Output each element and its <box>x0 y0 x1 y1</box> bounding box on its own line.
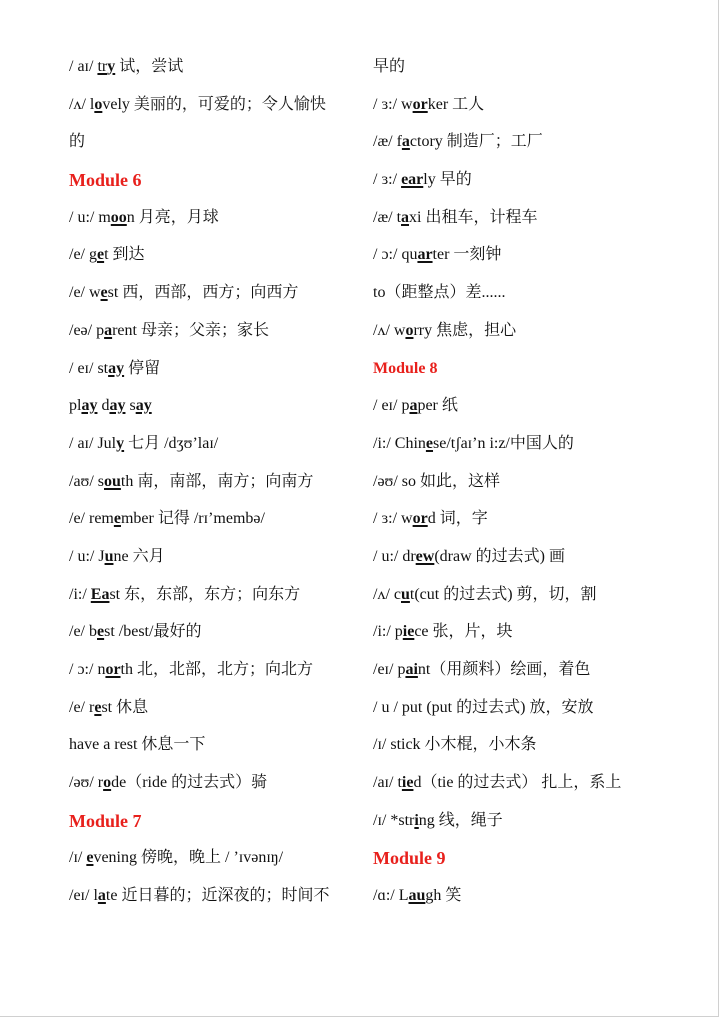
vocab-line: /ɑ:/ Laugh 笑 <box>373 887 462 905</box>
vocab-line: / ɔ:/ quarter 一刻钟 <box>373 246 502 264</box>
right-column <box>373 52 673 919</box>
vocab-line: /ʌ/ lovely 美丽的，可爱的；令人愉快 <box>69 95 326 113</box>
vocab-line: / ɜ:/ word 词，字 <box>373 510 488 528</box>
vocab-line: / ɔ:/ north 北，北部，北方；向北方 <box>69 661 313 678</box>
vocab-line: / u:/ drew(draw 的过去式) 画 <box>373 547 565 565</box>
vocab-line: /ɪ/ evening 傍晚，晚上 / ’ɪvənɪŋ/ <box>69 849 284 867</box>
vocab-line: /eɪ/ paint（用颜料）绘画，着色 <box>373 661 591 678</box>
vocab-line: /e/ best /best/最好的 <box>69 623 202 641</box>
vocab-line: / eɪ/ paper 纸 <box>373 397 458 415</box>
vocab-line: / ɜ:/ worker 工人 <box>373 95 485 113</box>
vocab-line: /æ/ factory 制造厂；工厂 <box>373 133 543 151</box>
vocab-line: /ʌ/ worry 焦虑，担心 <box>373 321 517 339</box>
module-8-heading: Module 8 <box>373 359 438 377</box>
vocab-line: / aɪ/ July 七月 /dʒʊ’laɪ/ <box>69 434 219 452</box>
vocab-line: /i:/ East 东，东部，东方；向东方 <box>69 585 301 603</box>
vocab-line: to（距整点）差...... <box>373 284 506 302</box>
vocab-line: /eɪ/ late 近日暮的；近深夜的；时间不 <box>69 887 330 905</box>
vocab-line: / u:/ moon 月亮，月球 <box>69 208 219 226</box>
module-9-heading: Module 9 <box>373 848 446 869</box>
vocab-line: 的 <box>69 133 86 151</box>
vocab-line: / eɪ/ stay 停留 <box>69 359 161 377</box>
vocab-line: /ɪ/ *string 线，绳子 <box>373 811 503 829</box>
vocab-line: have a rest 休息一下 <box>69 736 206 754</box>
vocab-line: / aɪ/ try 试，尝试 <box>69 58 184 75</box>
vocab-line: / ɜ:/ early 早的 <box>373 171 472 189</box>
vocab-line: /e/ get 到达 <box>69 246 145 264</box>
vocab-line: /i:/ piece 张，片，块 <box>373 623 513 641</box>
left-column <box>69 52 359 919</box>
vocab-line: /əʊ/ rode（ride 的过去式）骑 <box>69 774 268 792</box>
vocab-line: play day say <box>69 397 152 415</box>
vocab-line: /ɪ/ stick 小木棍，小木条 <box>373 736 537 754</box>
vocab-line: /æ/ taxi 出租车，计程车 <box>373 208 538 226</box>
vocab-line: /e/ west 西，西部，西方；向西方 <box>69 284 299 302</box>
vocab-line: /aʊ/ south 南，南部，南方；向南方 <box>69 472 314 490</box>
vocab-line: / u / put (put 的过去式) 放，安放 <box>373 698 594 716</box>
vocab-line: /eə/ parent 母亲；父亲；家长 <box>69 321 269 339</box>
vocab-line: /e/ remember 记得 /rɪ’membə/ <box>69 510 265 528</box>
vocab-line: /i:/ Chinese/tʃaɪ’n i:z/中国人的 <box>373 434 574 452</box>
vocab-line: /aɪ/ tied（tie 的过去式） 扎上，系上 <box>373 774 622 792</box>
module-7-heading: Module 7 <box>69 810 142 831</box>
vocab-line: 早的 <box>373 58 406 75</box>
vocab-line: /ʌ/ cut(cut 的过去式) 剪，切，割 <box>373 585 597 603</box>
module-6-heading: Module 6 <box>69 170 142 191</box>
vocab-line: /əʊ/ so 如此，这样 <box>373 472 501 490</box>
vocab-line: / u:/ June 六月 <box>69 547 165 565</box>
vocab-line: /e/ rest 休息 <box>69 698 149 716</box>
